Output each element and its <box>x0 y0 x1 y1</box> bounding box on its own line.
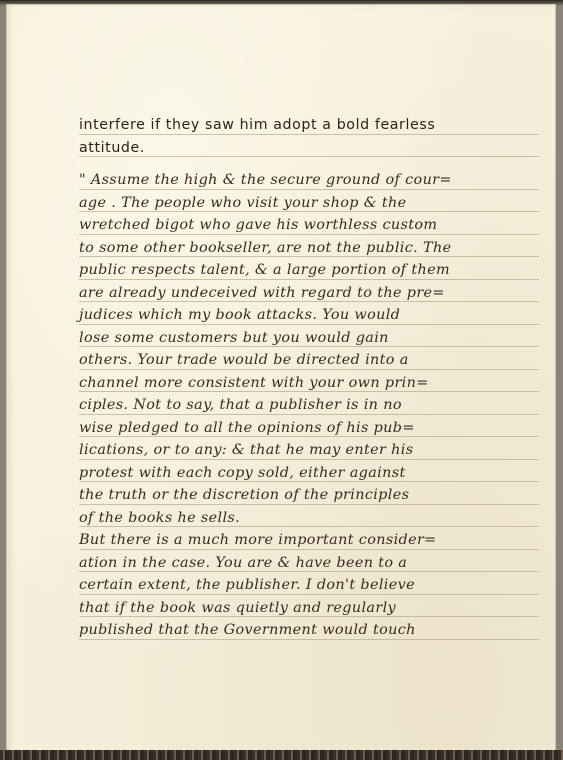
body-line <box>79 259 539 282</box>
body-line-text: certain extent, the publisher. I don't believe <box>79 577 415 593</box>
body-line-text: the truth or the discretion of the principles <box>79 487 410 503</box>
body-line-text: judices which my book attacks. You would <box>79 307 401 323</box>
body-block <box>79 169 539 642</box>
body-line-text: ation in the case. You are & have been to a <box>79 554 408 571</box>
body-line <box>79 349 539 372</box>
body-line <box>79 417 539 440</box>
body-line <box>79 214 539 237</box>
body-line-text: that if the book was quietly and regularly <box>79 599 397 616</box>
scan-bottom-edge <box>0 750 563 760</box>
body-line <box>79 282 539 305</box>
body-line <box>79 237 539 260</box>
body-line-text: " Assume the high & the secure ground of cour= <box>79 172 452 188</box>
heading-line-text: attitude. <box>79 139 145 156</box>
heading-block <box>79 114 539 159</box>
body-line <box>79 327 539 350</box>
body-line <box>79 169 539 192</box>
body-line <box>79 439 539 462</box>
body-line <box>79 304 539 327</box>
body-line-text: protest with each copy sold, either against <box>79 464 406 481</box>
body-line <box>79 394 539 417</box>
heading-line-text: interfere if they saw him adopt a bold fearless <box>79 117 436 133</box>
body-line-text: of the books he sells. <box>79 509 241 526</box>
body-line-text: to some other bookseller, are not the public. The <box>79 239 452 256</box>
body-line <box>79 507 539 530</box>
body-line-text: others. Your trade would be directed into a <box>79 352 409 368</box>
heading-line <box>79 137 539 160</box>
body-line-text: lose some customers but you would gain <box>79 329 389 346</box>
body-line-text: channel more consistent with your own prin= <box>79 374 429 391</box>
body-line-text: age . The people who visit your shop & the <box>79 194 407 211</box>
body-line <box>79 597 539 620</box>
body-line <box>79 552 539 575</box>
manuscript-text <box>79 114 539 642</box>
body-line-text: public respects talent, & a large portion of them <box>79 262 450 278</box>
body-line <box>79 619 539 642</box>
body-line-text: lications, or to any: & that he may enter his <box>79 442 414 458</box>
body-line <box>79 529 539 552</box>
manuscript-page <box>6 4 556 760</box>
body-line <box>79 484 539 507</box>
body-line-text: wretched bigot who gave his worthless custom <box>79 217 438 233</box>
body-line <box>79 574 539 597</box>
body-line-text: ciples. Not to say, that a publisher is in no <box>79 397 402 413</box>
body-line-text: wise pledged to all the opinions of his pub= <box>79 419 415 436</box>
heading-line <box>79 114 539 137</box>
body-line <box>79 372 539 395</box>
body-line <box>79 462 539 485</box>
body-line-text: But there is a much more important consider= <box>79 532 437 548</box>
body-line-text: published that the Government would touch <box>79 622 416 638</box>
body-line-text: are already undeceived with regard to the pre= <box>79 284 445 301</box>
body-line <box>79 192 539 215</box>
